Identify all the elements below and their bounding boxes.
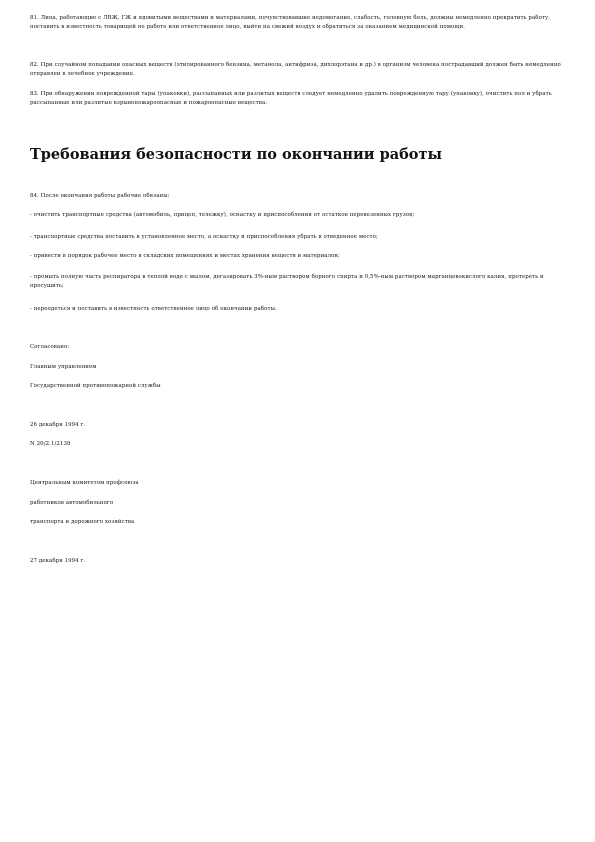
paragraph-84: 84. После окончания работы рабочие обязаны: <box>30 193 170 199</box>
approval-union-line-1: Центральным комитетом профсоюза <box>30 480 139 486</box>
approval-date-1: 26 декабря 1994 г. <box>30 422 86 428</box>
list-item-change-clothes: - переодеться и поставить в известность ответственное лицо об окончании работы. <box>30 306 277 312</box>
approval-authority-line-2: Государственной противопожарной службы <box>30 383 161 389</box>
list-item-park-vehicles: - транспортные средства поставить в установленное место, а оснастку и приспособления убрать в отведенное место; <box>30 234 378 240</box>
approval-union-line-2: работников автомобильного <box>30 500 114 506</box>
paragraph-82: 82. При случайном попадании опасных веществ (этилированного бензина, метанола, антифриза, дихлорэтана и др.) в организм человека пострадавший должен быть немедленно отправлен в лечебное учреждение. <box>30 62 561 77</box>
paragraph-81: 81. Лица, работающие с ЛВЖ, ГЖ и ядовитыми веществами и материалами, почувствовавшие недомогание, слабость, головную боль, должны немедленно прекратить работу, поставить в известность товарищей по работе или ответственное лицо, выйти на свежий воздух и обратиться за оказанием медицинской помощи. <box>30 15 551 30</box>
section-title: Требования безопасности по окончании работы <box>30 146 442 163</box>
list-item-clean-vehicles: - очистить транспортные средства (автомобиль, прицеп, тележку), оснастку и приспособления от остатков перевезенных грузов; <box>30 212 415 218</box>
approval-number: N 20/2.1/2138 <box>30 441 71 447</box>
list-item-tidy-workplace: - привести в порядок рабочее место в складских помещениях и местах хранения веществ и материалов; <box>30 253 340 259</box>
list-item-wash-respirator: - промыть полную часть респиратора в теплой воде с мылом, дегазировать 3%-ным раствором борного спирта и 0,5%-ным раствором марганцевокислого калия, протереть и просушить; <box>30 274 544 289</box>
approval-date-2: 27 декабря 1994 г. <box>30 558 86 564</box>
approval-heading: Согласовано: <box>30 344 70 350</box>
paragraph-83: 83. При обнаружении поврежденной тары (упаковки), рассыпанных или разлитых веществ следует немедленно удалить поврежденную тару (упаковку), очистить пол и убрать рассыпанные или разлитые взрывопожароопасные и пожароопасные вещества. <box>30 91 552 106</box>
approval-authority-line-1: Главным управлением <box>30 364 97 370</box>
approval-union-line-3: транспорта и дорожного хозяйства <box>30 519 135 525</box>
